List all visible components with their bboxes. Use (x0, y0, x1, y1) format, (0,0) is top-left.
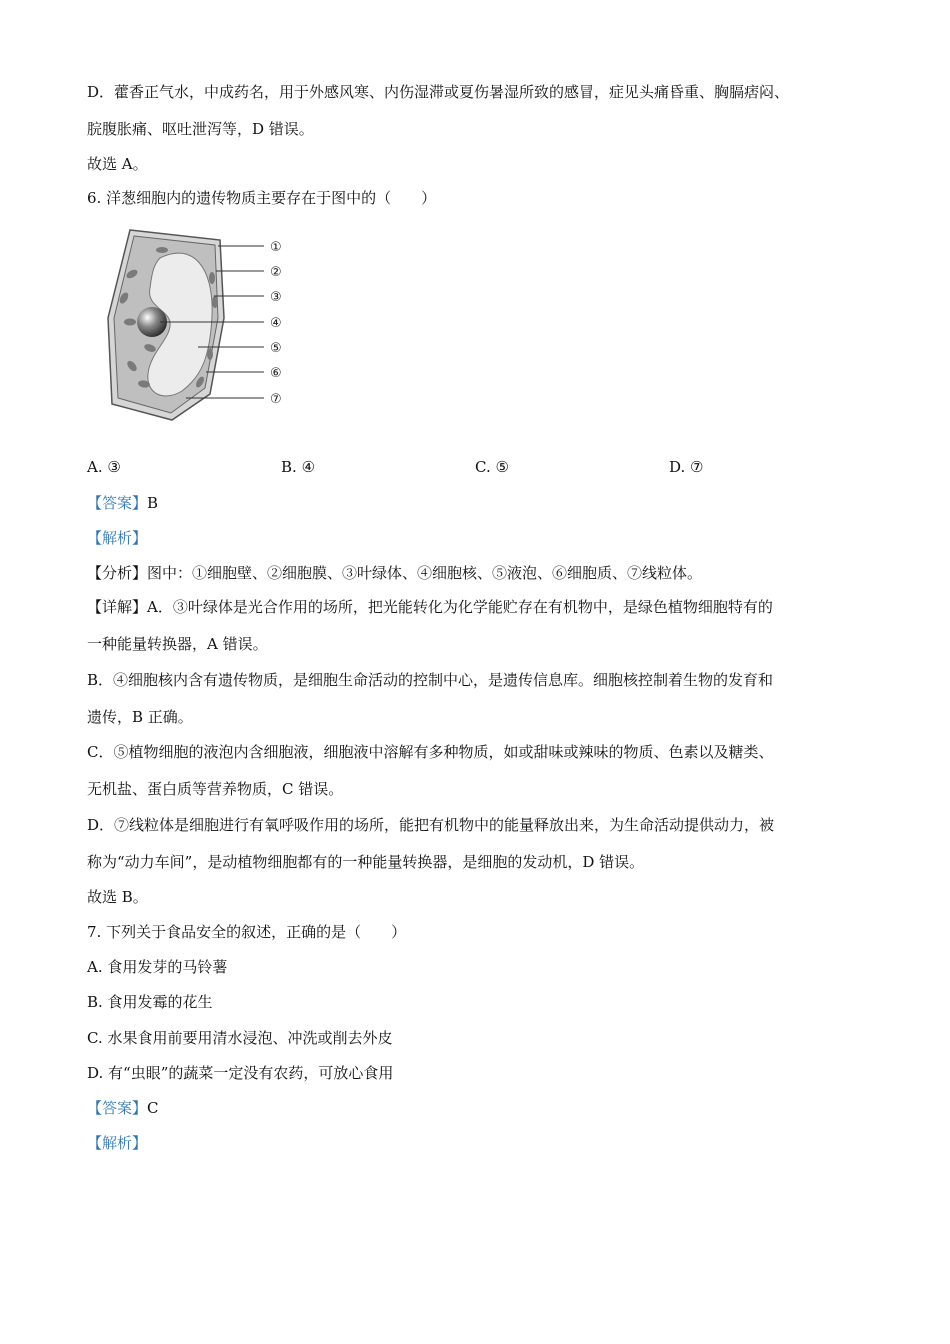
figure-label-3: ③ (270, 290, 282, 305)
chloroplast (156, 247, 168, 253)
q6-fenxi (87, 563, 702, 583)
figure-label-6: ⑥ (270, 366, 282, 381)
plant-cell-figure (102, 226, 297, 426)
option-text: ④ (301, 458, 316, 476)
answer-value: B (147, 494, 159, 512)
q6-detail-c-line2: 无机盐、蛋白质等营养物质，C 错误。 (87, 780, 344, 798)
figure-label-1: ① (270, 240, 282, 255)
q6-conclusion: 故选 B。 (87, 888, 148, 906)
option-text: ⑤ (495, 458, 509, 476)
option-letter: C. (475, 458, 491, 476)
q6-option-c (475, 457, 509, 477)
q7-stem: 7. 下列关于食品安全的叙述，正确的是（ ） (87, 923, 407, 941)
option-letter: D. (669, 458, 686, 476)
prev-option-d-line2: 脘腹胀痛、呕吐泄泻等，D 错误。 (87, 120, 314, 138)
q6-detail-d-line2: 称为“动力车间”，是动植物细胞都有的一种能量转换器，是细胞的发动机，D 错误。 (87, 853, 645, 871)
q7-option-b: B. 食用发霉的花生 (87, 993, 213, 1011)
q6-detail-b-line1: B．④细胞核内含有遗传物质，是细胞生命活动的控制中心，是遗传信息库。细胞核控制着生物的发育和 (87, 671, 774, 689)
option-letter: B. (281, 458, 297, 476)
detail-tag: 【详解】 (87, 598, 148, 616)
q7-option-a: A. 食用发芽的马铃薯 (87, 958, 228, 976)
answer-tag: 【答案】 (87, 1099, 148, 1117)
q6-detail-b-line2: 遗传，B 正确。 (87, 708, 193, 726)
q6-detail-c-line1: C．⑤植物细胞的液泡内含细胞液，细胞液中溶解有多种物质，如或甜味或辣味的物质、色素以及糖类、 (87, 743, 774, 761)
q6-stem: 6. 洋葱细胞内的遗传物质主要存在于图中的（ ） (87, 189, 437, 207)
answer-value: C (147, 1099, 159, 1117)
detail-a-text: A．③叶绿体是光合作用的场所，把光能转化为化学能贮存在有机物中，是绿色植物细胞特有的 (147, 598, 773, 616)
q7-option-d: D. 有“虫眼”的蔬菜一定没有农药，可放心食用 (87, 1064, 394, 1082)
chloroplast (212, 296, 218, 308)
fenxi-tag: 【分析】 (87, 564, 148, 582)
figure-label-5: ⑤ (270, 341, 282, 356)
option-letter: A. (87, 458, 103, 476)
q6-detail-a-line1 (87, 597, 773, 617)
chloroplast (207, 348, 213, 360)
q6-option-a (87, 457, 121, 477)
q6-option-b (281, 457, 315, 477)
figure-label-4: ④ (270, 316, 282, 331)
option-text: ③ (107, 458, 121, 476)
figure-label-7: ⑦ (270, 392, 282, 407)
q7-option-c: C. 水果食用前要用清水浸泡、冲洗或削去外皮 (87, 1029, 393, 1047)
q7-analysis-tag: 【解析】 (87, 1134, 148, 1152)
q6-option-d (669, 457, 704, 477)
q6-analysis-tag: 【解析】 (87, 529, 148, 547)
q6-detail-d-line1: D．⑦线粒体是细胞进行有氧呼吸作用的场所，能把有机物中的能量释放出来，为生命活动提供动力，被 (87, 816, 775, 834)
q6-detail-a-line2: 一种能量转换器，A 错误。 (87, 635, 268, 653)
prev-option-d-line1: D．藿香正气水，中成药名，用于外感风寒、内伤湿滞或夏伤暑湿所致的感冒，症见头痛昏重、胸膈痞闷、 (87, 83, 790, 101)
chloroplast (209, 272, 215, 284)
q7-answer (87, 1098, 159, 1118)
q6-answer (87, 493, 158, 513)
figure-label-2: ② (270, 265, 282, 280)
option-text: ⑦ (690, 458, 704, 476)
chloroplast (124, 319, 136, 326)
answer-tag: 【答案】 (87, 494, 148, 512)
prev-conclusion: 故选 A。 (87, 155, 148, 173)
fenxi-text: 图中：①细胞壁、②细胞膜、③叶绿体、④细胞核、⑤液泡、⑥细胞质、⑦线粒体。 (147, 564, 703, 582)
